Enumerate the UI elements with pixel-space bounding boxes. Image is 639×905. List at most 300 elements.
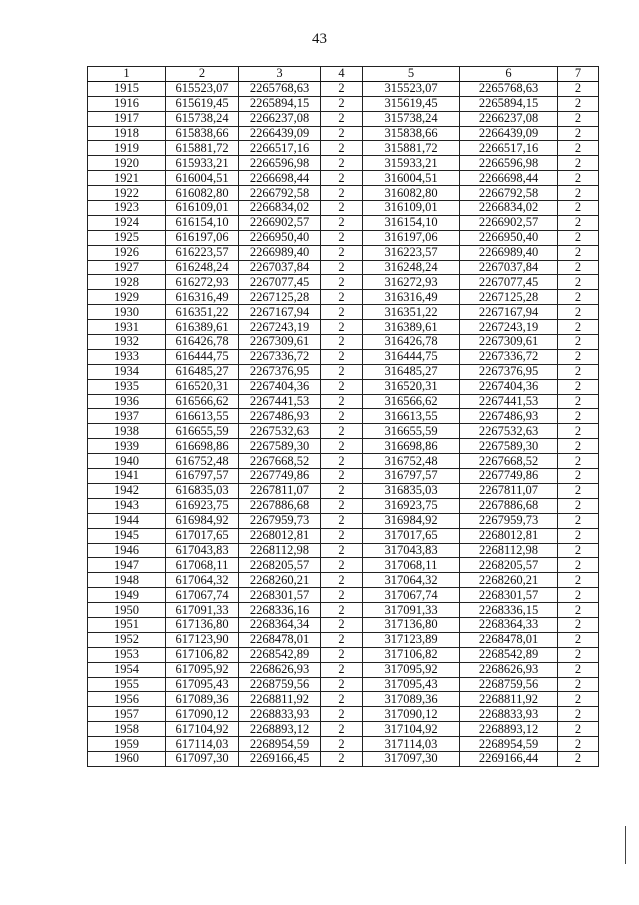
column-header: 6 <box>460 67 558 82</box>
table-cell: 616004,51 <box>166 171 239 186</box>
table-cell: 315838,66 <box>363 126 460 141</box>
table-cell: 616485,27 <box>166 364 239 379</box>
table-cell: 2 <box>558 737 599 752</box>
table-cell: 1959 <box>88 737 166 752</box>
table-cell: 616154,10 <box>166 215 239 230</box>
table-cell: 2 <box>558 469 599 484</box>
table-cell: 2268301,57 <box>460 588 558 603</box>
table-cell: 2268759,56 <box>239 677 321 692</box>
table-cell: 316923,75 <box>363 498 460 513</box>
table-cell: 2 <box>558 275 599 290</box>
table-cell: 617104,92 <box>166 722 239 737</box>
table-row <box>88 424 599 439</box>
table-cell: 615881,72 <box>166 141 239 156</box>
column-header: 7 <box>558 67 599 82</box>
table-cell: 2267441,53 <box>239 394 321 409</box>
table-cell: 2267589,30 <box>460 439 558 454</box>
table-cell: 2267668,52 <box>460 454 558 469</box>
table-cell: 317123,89 <box>363 632 460 647</box>
table-cell: 317089,36 <box>363 692 460 707</box>
table-row <box>88 230 599 245</box>
table-cell: 2268336,16 <box>239 603 321 618</box>
table-cell: 1925 <box>88 230 166 245</box>
table-cell: 2268205,57 <box>460 558 558 573</box>
table-cell: 617089,36 <box>166 692 239 707</box>
table-cell: 1935 <box>88 379 166 394</box>
table-row <box>88 335 599 350</box>
table-row <box>88 186 599 201</box>
table-cell: 1929 <box>88 290 166 305</box>
table-cell: 2 <box>321 528 363 543</box>
table-cell: 2267077,45 <box>239 275 321 290</box>
table-cell: 2 <box>321 751 363 766</box>
table-cell: 2 <box>558 349 599 364</box>
table-cell: 2 <box>321 588 363 603</box>
table-cell: 2 <box>321 290 363 305</box>
table-cell: 317064,32 <box>363 573 460 588</box>
table-cell: 1927 <box>88 260 166 275</box>
table-cell: 316655,59 <box>363 424 460 439</box>
table-cell: 2 <box>321 215 363 230</box>
table-cell: 2266439,09 <box>460 126 558 141</box>
table-cell: 617095,43 <box>166 677 239 692</box>
table-cell: 1954 <box>88 662 166 677</box>
table-cell: 617106,82 <box>166 647 239 662</box>
table-cell: 2 <box>321 320 363 335</box>
table-cell: 2266517,16 <box>460 141 558 156</box>
table-row <box>88 81 599 96</box>
table-row <box>88 245 599 260</box>
table-cell: 1943 <box>88 498 166 513</box>
table-cell: 2265894,15 <box>239 96 321 111</box>
table-cell: 2268542,89 <box>239 647 321 662</box>
table-cell: 2268542,89 <box>460 647 558 662</box>
table-cell: 2 <box>558 632 599 647</box>
table-cell: 1951 <box>88 617 166 632</box>
table-cell: 616444,75 <box>166 349 239 364</box>
table-cell: 2 <box>321 96 363 111</box>
table-cell: 616082,80 <box>166 186 239 201</box>
table-cell: 2267309,61 <box>239 335 321 350</box>
table-cell: 2268260,21 <box>239 573 321 588</box>
table-row <box>88 722 599 737</box>
table-cell: 1922 <box>88 186 166 201</box>
table-cell: 616520,31 <box>166 379 239 394</box>
table-cell: 317104,92 <box>363 722 460 737</box>
table-cell: 2267077,45 <box>460 275 558 290</box>
table-row <box>88 677 599 692</box>
table-cell: 2 <box>558 290 599 305</box>
table-cell: 616389,61 <box>166 320 239 335</box>
table-cell: 2 <box>558 320 599 335</box>
table-cell: 315619,45 <box>363 96 460 111</box>
table-cell: 316797,57 <box>363 469 460 484</box>
table-cell: 2268478,01 <box>239 632 321 647</box>
table-cell: 615619,45 <box>166 96 239 111</box>
table-cell: 2 <box>558 498 599 513</box>
table-cell: 2 <box>321 573 363 588</box>
table-cell: 616109,01 <box>166 201 239 216</box>
table-cell: 2 <box>558 588 599 603</box>
table-row <box>88 439 599 454</box>
table-cell: 617097,30 <box>166 751 239 766</box>
table-cell: 2267243,19 <box>239 320 321 335</box>
table-cell: 2 <box>321 737 363 752</box>
table-cell: 2 <box>558 751 599 766</box>
table-cell: 2 <box>321 379 363 394</box>
table-cell: 2268112,98 <box>460 543 558 558</box>
table-cell: 615738,24 <box>166 111 239 126</box>
table-cell: 2 <box>558 245 599 260</box>
table-cell: 1936 <box>88 394 166 409</box>
table-cell: 616984,92 <box>166 513 239 528</box>
table-row <box>88 156 599 171</box>
table-cell: 617123,90 <box>166 632 239 647</box>
table-cell: 317106,82 <box>363 647 460 662</box>
table-cell: 2 <box>321 617 363 632</box>
table-cell: 616752,48 <box>166 454 239 469</box>
table-cell: 316698,86 <box>363 439 460 454</box>
table-cell: 317114,03 <box>363 737 460 752</box>
table-cell: 2266792,58 <box>239 186 321 201</box>
table-cell: 2266950,40 <box>239 230 321 245</box>
table-cell: 2 <box>321 439 363 454</box>
table-cell: 316566,62 <box>363 394 460 409</box>
table-cell: 1948 <box>88 573 166 588</box>
table-cell: 616197,06 <box>166 230 239 245</box>
table-cell: 1930 <box>88 305 166 320</box>
table-cell: 1952 <box>88 632 166 647</box>
table-cell: 315523,07 <box>363 81 460 96</box>
table-cell: 316426,78 <box>363 335 460 350</box>
table-cell: 2266834,02 <box>239 201 321 216</box>
table-cell: 2 <box>558 260 599 275</box>
table-cell: 2268205,57 <box>239 558 321 573</box>
table-cell: 2 <box>558 201 599 216</box>
table-row <box>88 141 599 156</box>
table-cell: 1934 <box>88 364 166 379</box>
table-row <box>88 632 599 647</box>
table-cell: 617091,33 <box>166 603 239 618</box>
table-cell: 2 <box>321 543 363 558</box>
table-cell: 1920 <box>88 156 166 171</box>
table-cell: 2 <box>558 364 599 379</box>
table-cell: 1923 <box>88 201 166 216</box>
table-cell: 2 <box>558 528 599 543</box>
table-cell: 2 <box>321 722 363 737</box>
table-row <box>88 513 599 528</box>
table-cell: 2267037,84 <box>460 260 558 275</box>
table-cell: 2 <box>558 677 599 692</box>
table-cell: 2268833,93 <box>460 707 558 722</box>
table-cell: 2 <box>321 707 363 722</box>
table-cell: 2 <box>321 394 363 409</box>
table-cell: 2 <box>321 364 363 379</box>
table-cell: 1957 <box>88 707 166 722</box>
table-cell: 2266517,16 <box>239 141 321 156</box>
table-cell: 1956 <box>88 692 166 707</box>
table-cell: 2 <box>321 424 363 439</box>
table-cell: 2 <box>321 230 363 245</box>
table-cell: 316351,22 <box>363 305 460 320</box>
table-row <box>88 364 599 379</box>
table-cell: 2268954,59 <box>239 737 321 752</box>
table-cell: 2268626,93 <box>460 662 558 677</box>
table-cell: 2266596,98 <box>239 156 321 171</box>
table-cell: 2 <box>558 483 599 498</box>
table-cell: 2269166,45 <box>239 751 321 766</box>
table-cell: 2266237,08 <box>460 111 558 126</box>
table-cell: 2268811,92 <box>460 692 558 707</box>
table-cell: 2268336,15 <box>460 603 558 618</box>
table-cell: 2 <box>321 201 363 216</box>
table-cell: 2 <box>558 111 599 126</box>
table-cell: 616613,55 <box>166 409 239 424</box>
table-row <box>88 275 599 290</box>
table-cell: 1926 <box>88 245 166 260</box>
table-cell: 1946 <box>88 543 166 558</box>
table-cell: 317067,74 <box>363 588 460 603</box>
page-number: 43 <box>312 31 327 47</box>
table-cell: 616351,22 <box>166 305 239 320</box>
table-cell: 616316,49 <box>166 290 239 305</box>
table-cell: 1933 <box>88 349 166 364</box>
table-cell: 616223,57 <box>166 245 239 260</box>
table-cell: 1955 <box>88 677 166 692</box>
table-cell: 2 <box>558 558 599 573</box>
table-cell: 316444,75 <box>363 349 460 364</box>
table-cell: 1950 <box>88 603 166 618</box>
table-cell: 616923,75 <box>166 498 239 513</box>
table-cell: 2266989,40 <box>460 245 558 260</box>
table-row <box>88 96 599 111</box>
table-row <box>88 171 599 186</box>
table-cell: 2 <box>321 275 363 290</box>
table-cell: 2267886,68 <box>460 498 558 513</box>
table-row <box>88 588 599 603</box>
table-row <box>88 126 599 141</box>
table-cell: 2267125,28 <box>239 290 321 305</box>
table-cell: 2265894,15 <box>460 96 558 111</box>
table-cell: 1928 <box>88 275 166 290</box>
table-cell: 616655,59 <box>166 424 239 439</box>
table-cell: 2267404,36 <box>460 379 558 394</box>
table-cell: 2 <box>321 335 363 350</box>
table-cell: 2268626,93 <box>239 662 321 677</box>
table-cell: 2 <box>321 111 363 126</box>
table-cell: 616272,93 <box>166 275 239 290</box>
table-cell: 615933,21 <box>166 156 239 171</box>
table-body <box>88 81 599 766</box>
table-cell: 2 <box>558 141 599 156</box>
table-cell: 2267589,30 <box>239 439 321 454</box>
table-cell: 617136,80 <box>166 617 239 632</box>
table-cell: 2 <box>321 483 363 498</box>
table-cell: 2 <box>558 409 599 424</box>
table-cell: 2266792,58 <box>460 186 558 201</box>
table-cell: 2265768,63 <box>239 81 321 96</box>
table-cell: 2268112,98 <box>239 543 321 558</box>
table-cell: 316082,80 <box>363 186 460 201</box>
table-cell: 617017,65 <box>166 528 239 543</box>
table-cell: 2 <box>558 543 599 558</box>
table-cell: 2267668,52 <box>239 454 321 469</box>
table-cell: 2267532,63 <box>239 424 321 439</box>
table-cell: 317097,30 <box>363 751 460 766</box>
table-row <box>88 737 599 752</box>
table-cell: 2 <box>321 647 363 662</box>
table-cell: 1915 <box>88 81 166 96</box>
table-cell: 2268893,12 <box>460 722 558 737</box>
table-row <box>88 320 599 335</box>
table-row <box>88 379 599 394</box>
table-cell: 2267959,73 <box>239 513 321 528</box>
table-cell: 2 <box>558 439 599 454</box>
table-cell: 316154,10 <box>363 215 460 230</box>
table-cell: 2267376,95 <box>460 364 558 379</box>
table-cell: 2265768,63 <box>460 81 558 96</box>
table-cell: 1931 <box>88 320 166 335</box>
table-cell: 316520,31 <box>363 379 460 394</box>
table-cell: 2267336,72 <box>460 349 558 364</box>
table-row <box>88 349 599 364</box>
table-cell: 2 <box>558 81 599 96</box>
scan-edge-mark <box>625 826 626 864</box>
table-cell: 2267749,86 <box>239 469 321 484</box>
table-cell: 2 <box>558 454 599 469</box>
table-cell: 2267376,95 <box>239 364 321 379</box>
table-cell: 2268759,56 <box>460 677 558 692</box>
table-row <box>88 751 599 766</box>
table-row <box>88 543 599 558</box>
table-cell: 2 <box>558 424 599 439</box>
table-cell: 2 <box>321 305 363 320</box>
table-cell: 2 <box>321 409 363 424</box>
table-cell: 2 <box>558 230 599 245</box>
table-cell: 2268012,81 <box>460 528 558 543</box>
table-header-row <box>88 67 599 82</box>
table-cell: 316223,57 <box>363 245 460 260</box>
table-cell: 616835,03 <box>166 483 239 498</box>
table-cell: 2267811,07 <box>460 483 558 498</box>
table-cell: 2268833,93 <box>239 707 321 722</box>
table-cell: 2 <box>558 573 599 588</box>
table-cell: 615523,07 <box>166 81 239 96</box>
table-cell: 617043,83 <box>166 543 239 558</box>
column-header: 2 <box>166 67 239 82</box>
table-cell: 316316,49 <box>363 290 460 305</box>
table-cell: 1941 <box>88 469 166 484</box>
table-cell: 315881,72 <box>363 141 460 156</box>
table-row <box>88 617 599 632</box>
table-cell: 316248,24 <box>363 260 460 275</box>
table-cell: 2 <box>321 603 363 618</box>
table-cell: 2266902,57 <box>460 215 558 230</box>
table-cell: 2 <box>321 632 363 647</box>
table-cell: 2267404,36 <box>239 379 321 394</box>
table-cell: 2267486,93 <box>239 409 321 424</box>
table-row <box>88 469 599 484</box>
table-cell: 617067,74 <box>166 588 239 603</box>
table-cell: 2 <box>321 141 363 156</box>
table-row <box>88 305 599 320</box>
table-cell: 316109,01 <box>363 201 460 216</box>
table-cell: 316485,27 <box>363 364 460 379</box>
table-cell: 2268478,01 <box>460 632 558 647</box>
table-cell: 316835,03 <box>363 483 460 498</box>
table-cell: 616248,24 <box>166 260 239 275</box>
table-cell: 1921 <box>88 171 166 186</box>
table-cell: 2 <box>321 677 363 692</box>
table-cell: 2 <box>321 156 363 171</box>
coordinates-table <box>87 66 599 767</box>
table-cell: 2266596,98 <box>460 156 558 171</box>
table-row <box>88 290 599 305</box>
table-cell: 316752,48 <box>363 454 460 469</box>
table-cell: 1942 <box>88 483 166 498</box>
table-cell: 2267037,84 <box>239 260 321 275</box>
table-row <box>88 528 599 543</box>
table-cell: 1916 <box>88 96 166 111</box>
table-cell: 2267811,07 <box>239 483 321 498</box>
table-cell: 2266237,08 <box>239 111 321 126</box>
table-cell: 1919 <box>88 141 166 156</box>
table-cell: 2 <box>321 81 363 96</box>
table-cell: 2 <box>558 394 599 409</box>
table-cell: 1958 <box>88 722 166 737</box>
table-cell: 2267441,53 <box>460 394 558 409</box>
table-cell: 2 <box>558 379 599 394</box>
table-cell: 2268012,81 <box>239 528 321 543</box>
table-cell: 2 <box>558 305 599 320</box>
table-cell: 616698,86 <box>166 439 239 454</box>
table-cell: 2 <box>558 513 599 528</box>
table-row <box>88 215 599 230</box>
table-row <box>88 707 599 722</box>
table-cell: 1938 <box>88 424 166 439</box>
table-cell: 2 <box>321 469 363 484</box>
table-cell: 2 <box>558 126 599 141</box>
table-cell: 2266902,57 <box>239 215 321 230</box>
table-cell: 2266834,02 <box>460 201 558 216</box>
table-cell: 2267532,63 <box>460 424 558 439</box>
table-cell: 2267167,94 <box>460 305 558 320</box>
table-cell: 316984,92 <box>363 513 460 528</box>
table-cell: 2267243,19 <box>460 320 558 335</box>
table-cell: 2268364,33 <box>460 617 558 632</box>
table-cell: 616797,57 <box>166 469 239 484</box>
table-cell: 2 <box>321 260 363 275</box>
table-row <box>88 201 599 216</box>
table-cell: 1947 <box>88 558 166 573</box>
table-cell: 1944 <box>88 513 166 528</box>
table-cell: 2268364,34 <box>239 617 321 632</box>
table-cell: 2267749,86 <box>460 469 558 484</box>
table-cell: 1924 <box>88 215 166 230</box>
table-cell: 2 <box>321 692 363 707</box>
table-cell: 1932 <box>88 335 166 350</box>
table-cell: 2268954,59 <box>460 737 558 752</box>
table-cell: 316613,55 <box>363 409 460 424</box>
table-cell: 2268893,12 <box>239 722 321 737</box>
table-cell: 2 <box>558 171 599 186</box>
table-cell: 616566,62 <box>166 394 239 409</box>
table-row <box>88 260 599 275</box>
table-cell: 2267125,28 <box>460 290 558 305</box>
table-row <box>88 573 599 588</box>
table-cell: 615838,66 <box>166 126 239 141</box>
table-cell: 2 <box>558 96 599 111</box>
